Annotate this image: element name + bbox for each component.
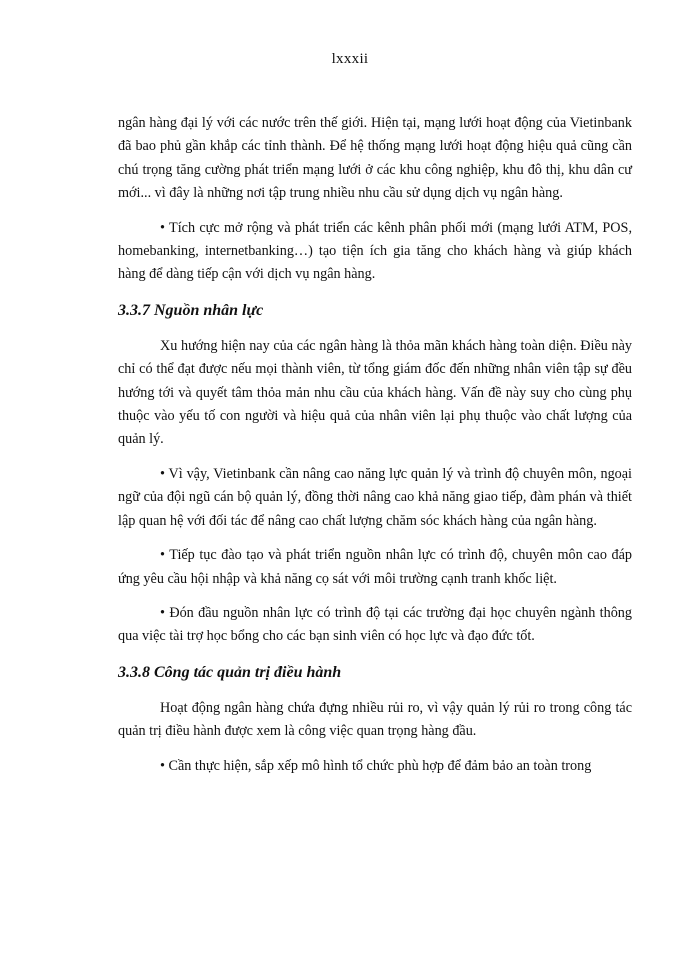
paragraph-risk-management: Hoạt động ngân hàng chứa đựng nhiều rủi ro, vì vậy quản lý rủi ro trong công tác quản trị điều hành được xem là công việc quan trọng hàng đầu. [118, 699, 632, 740]
section-heading-governance: 3.3.8 Công tác quản trị điều hành [118, 663, 342, 681]
bullet-training: • Tiếp tục đào tạo và phát triển nguồn nhân lực có trình độ, chuyên môn cao đáp ứng yêu cầu hội nhập và khả năng cọ sát với môi trường cạnh tranh khốc liệt. [118, 547, 632, 587]
bullet-organization-model: • Cần thực hiện, sắp xếp mô hình tổ chức phù hợp để đảm bảo an toàn trong [160, 757, 592, 774]
bullet-scholarships: • Đón đầu nguồn nhân lực có trình độ tại các trường đại học chuyên ngành thông qua việc tài trợ học bổng cho các bạn sinh viên có học lực và đạo đức tốt. [118, 604, 632, 645]
document-body [118, 112, 632, 789]
bullet-distribution-channels: • Tích cực mở rộng và phát triển các kênh phân phối mới (mạng lưới ATM, POS, homebanking, internetbanking…) tạo tiện ích gia tăng cho khách hàng và giúp khách hàng để dàng tiếp cận với dịch vụ ngân hàng. [118, 219, 632, 283]
paragraph-customer-satisfaction: Xu hướng hiện nay của các ngân hàng là thỏa mãn khách hàng toàn diện. Điều này chỉ có thể đạt được nếu mọi thành viên, từ tổng giám đốc đến những nhân viên tập sự đều hướng tới và quyết tâm thỏa mản nhu cầu của khách hàng. Vấn đề này suy cho cùng phụ thuộc vào yếu tố con người và hiệu quả của nhân viên lại phụ thuộc vào chất lượng của quản lý. [118, 337, 632, 448]
paragraph-network-coverage: ngân hàng đại lý với các nước trên thế giới. Hiện tại, mạng lưới hoạt động của Vietinbank đã bao phủ gần khắp các tỉnh thành. Để hệ thống mạng lưới hoạt động hiệu quả cũng cần chú trọng tăng cường phát triển mạng lưới ở các khu công nghiệp, khu đô thị, khu dân cư mới... vì đây là những nơi tập trung nhiều nhu cầu sử dụng dịch vụ ngân hàng. [118, 115, 632, 202]
page-number: lxxxii [331, 51, 369, 67]
bullet-management-capacity: • Vì vậy, Vietinbank cần nâng cao năng lực quản lý và trình độ chuyên môn, ngoại ngữ của đội ngũ cán bộ quản lý, đồng thời nâng cao khả năng giao tiếp, đàm phán và thiết lập quan hệ với đối tác để nâng cao chất lượng chăm sóc khách hàng của ngân hàng. [118, 465, 632, 529]
section-heading-human-resources: 3.3.7 Nguồn nhân lực [118, 301, 264, 319]
